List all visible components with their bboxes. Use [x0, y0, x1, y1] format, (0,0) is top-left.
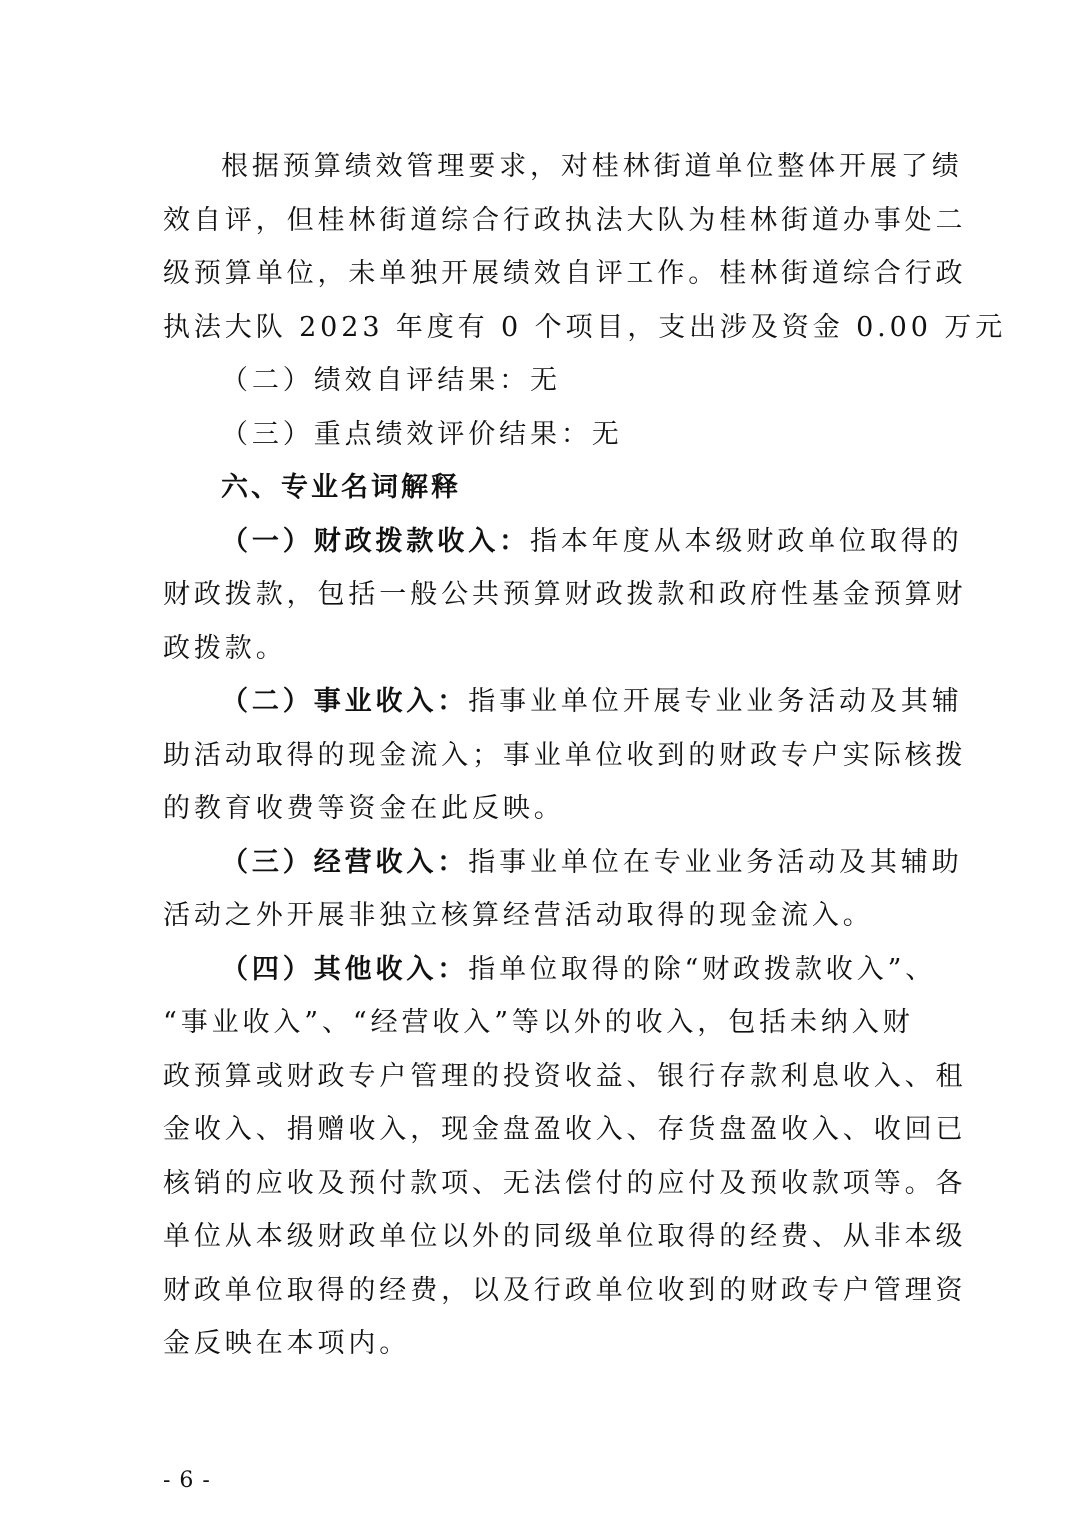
- text-line: 活动之外开展非独立核算经营活动取得的现金流入。: [163, 900, 874, 931]
- text-line: [163, 836, 963, 890]
- text-line: [163, 943, 937, 997]
- term-definition: 指事业单位开展专业业务活动及其辅: [468, 686, 963, 717]
- text-line: 金收入、捐赠收入，现金盘盈收入、存货盘盈收入、收回已: [163, 1114, 967, 1145]
- text-line: 的教育收费等资金在此反映。: [163, 793, 565, 824]
- self-evaluation-result: （二）绩效自评结果：无: [221, 365, 561, 396]
- text-line: 助活动取得的现金流入；事业单位收到的财政专户实际核拨: [163, 739, 967, 771]
- text-line: “事业收入”、“经营收入”等以外的收入，包括未纳入财: [163, 1007, 914, 1038]
- term-definition: 指本年度从本级财政单位取得的: [530, 525, 963, 557]
- term-label: （三）经营收入：: [221, 846, 469, 878]
- text-line: 根据预算绩效管理要求，对桂林街道单位整体开展了绩: [221, 151, 963, 182]
- text-line: [163, 515, 963, 569]
- performance-paragraph: [163, 140, 1007, 354]
- term-label: （二）事业收入：: [221, 686, 469, 717]
- key-evaluation-result: （三）重点绩效评价结果：无: [221, 418, 623, 450]
- page-body: [163, 140, 1007, 1371]
- term-label: （四）其他收入：: [221, 953, 469, 985]
- text-line: 单位从本级财政单位以外的同级单位取得的经费、从非本级: [163, 1221, 967, 1252]
- text-line: 财政拨款，包括一般公共预算财政拨款和政府性基金预算财: [163, 579, 967, 610]
- term-business-income: [163, 675, 967, 836]
- text-line: 政拨款。: [163, 632, 287, 664]
- term-definition: 指单位取得的除“财政拨款收入”、: [468, 953, 937, 985]
- term-fiscal-appropriation: [163, 515, 967, 676]
- term-other-income: [163, 943, 967, 1371]
- text-line: 效自评，但桂林街道综合行政执法大队为桂林街道办事处二: [163, 204, 967, 236]
- text-line: 财政单位取得的经费，以及行政单位收到的财政专户管理资: [163, 1274, 967, 1306]
- text-line: 核销的应收及预付款项、无法偿付的应付及预收款项等。各: [163, 1167, 967, 1199]
- page-number: - 6 -: [163, 1468, 211, 1493]
- text-line: [163, 675, 963, 729]
- term-label: （一）财政拨款收入：: [221, 525, 530, 557]
- term-operating-income: [163, 836, 963, 943]
- term-definition: 指事业单位在专业业务活动及其辅助: [468, 846, 963, 878]
- text-line: 金反映在本项内。: [163, 1328, 411, 1359]
- text-line: 政预算或财政专户管理的投资收益、银行存款利息收入、租: [163, 1060, 967, 1092]
- text-line: 执法大队 2023 年度有 0 个项目，支出涉及资金 0.00 万元: [163, 311, 1007, 343]
- section-heading: 六、专业名词解释: [221, 472, 461, 503]
- text-line: 级预算单位，未单独开展绩效自评工作。桂林街道综合行政: [163, 258, 967, 289]
